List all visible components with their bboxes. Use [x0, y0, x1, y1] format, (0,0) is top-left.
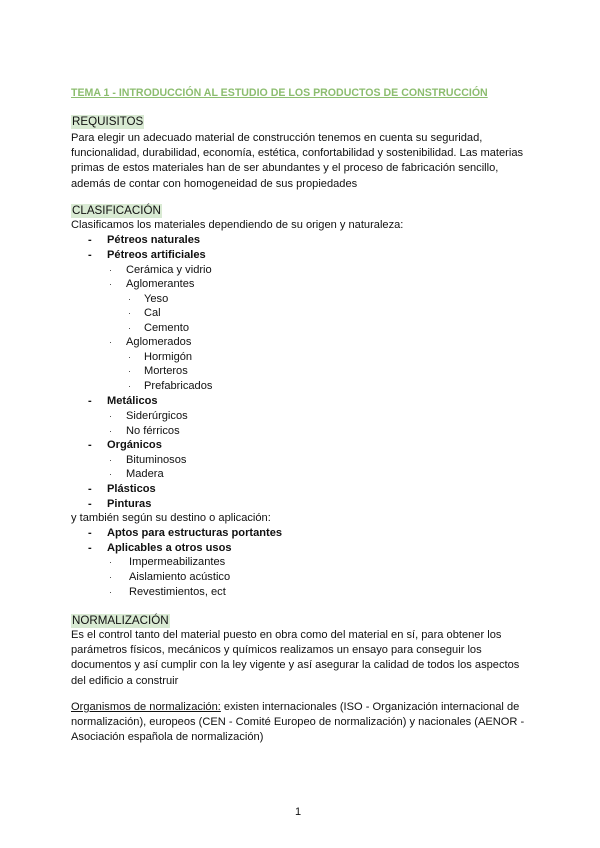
dot-bullet: · [128, 294, 131, 304]
paragraph-line: Asociación española de normalización) [71, 731, 264, 744]
dash-bullet: - [88, 439, 92, 451]
clasificacion-intro: Clasificamos los materiales dependiendo de su origen y naturaleza: [71, 219, 404, 231]
list-item: Aglomerados [126, 336, 192, 348]
paragraph-line: Es el control tanto del material puesto en obra como del material en sí, para obtener los [71, 629, 502, 641]
list-item: Cal [144, 307, 161, 319]
list-item: Impermeabilizantes [129, 556, 226, 568]
list-item: Cemento [144, 322, 190, 334]
dash-bullet: - [88, 249, 92, 261]
list-item: Pétreos artificiales [107, 249, 206, 261]
list-item: Madera [126, 468, 164, 480]
list-item: Aglomerantes [126, 278, 195, 290]
list-item: Pinturas [107, 498, 152, 510]
dash-bullet: - [88, 527, 92, 539]
section-heading-clasificacion: CLASIFICACIÓN [72, 204, 161, 217]
requisitos-paragraph [71, 131, 531, 192]
dot-bullet: · [109, 587, 112, 597]
clasificacion-intro-2: y también según su destino o aplicación: [71, 512, 271, 524]
list-item: Plásticos [107, 483, 156, 495]
section-heading-normalizacion: NORMALIZACIÓN [72, 614, 169, 627]
list-item: Prefabricados [144, 380, 213, 392]
page-number: 1 [295, 806, 302, 818]
list-item: No férricos [126, 425, 180, 437]
organismos-text: existen internacionales (ISO - Organización internacional de [220, 701, 520, 713]
list-item: Hormigón [144, 351, 193, 363]
dot-bullet: · [109, 557, 112, 567]
section-heading-requisitos: REQUISITOS [72, 115, 144, 128]
dot-bullet: · [128, 323, 131, 333]
dot-bullet: · [109, 572, 112, 582]
paragraph-line: primas de estos materiales han de ser abundantes y el proceso de fabricación sencillo, [71, 162, 499, 175]
dot-bullet: · [109, 455, 112, 465]
paragraph-line: además de contar con homogeneidad de sus propiedades [71, 177, 358, 190]
paragraph-line: normalización), europeos (CEN - Comité Europeo de normalización) y nacionales (AENOR - [71, 716, 525, 729]
dot-bullet: · [109, 265, 112, 275]
organismos-paragraph [71, 700, 541, 746]
dot-bullet: · [128, 381, 131, 391]
paragraph-line [71, 700, 541, 715]
paragraph-line: Para elegir un adecuado material de construcción tenemos en cuenta su seguridad, [71, 132, 483, 144]
dash-bullet: - [88, 498, 92, 510]
dash-bullet: - [88, 483, 92, 495]
list-item: Metálicos [107, 395, 158, 407]
list-item: Siderúrgicos [126, 410, 188, 422]
paragraph-line: del edificio a construir [71, 674, 179, 687]
list-item: Pétreos naturales [107, 234, 201, 246]
paragraph-line: documentos y así cumplir con la ley vigente y así asegurar la calidad de todos los aspectos [71, 659, 520, 672]
list-item: Bituminosos [126, 454, 187, 466]
dot-bullet: · [109, 279, 112, 289]
dot-bullet: · [109, 469, 112, 479]
list-item: Yeso [144, 293, 169, 305]
dash-bullet: - [88, 395, 92, 407]
dot-bullet: · [128, 366, 131, 376]
dash-bullet: - [88, 234, 92, 246]
normalizacion-paragraph [71, 628, 531, 689]
dot-bullet: · [109, 426, 112, 436]
list-item: Aislamiento acústico [129, 571, 231, 583]
document-title: TEMA 1 - INTRODUCCIÓN AL ESTUDIO DE LOS PRODUCTOS DE CONSTRUCCIÓN [71, 87, 488, 99]
organismos-label: Organismos de normalización: [71, 701, 221, 713]
paragraph-line: parámetros físicos, mecánicos y químicos realizamos un ensayo para conseguir los [71, 644, 482, 657]
paragraph-line: funcionalidad, durabilidad, economía, estética, confortabilidad y sostenibilidad. Las materias [71, 147, 524, 160]
dash-bullet: - [88, 542, 92, 554]
dot-bullet: · [109, 411, 112, 421]
dot-bullet: · [128, 352, 131, 362]
list-item: Aptos para estructuras portantes [107, 527, 283, 539]
list-item: Cerámica y vidrio [126, 264, 212, 276]
dot-bullet: · [128, 308, 131, 318]
list-item: Orgánicos [107, 439, 162, 451]
list-item: Aplicables a otros usos [107, 542, 232, 554]
dot-bullet: · [109, 337, 112, 347]
list-item: Morteros [144, 365, 188, 377]
list-item: Revestimientos, ect [129, 586, 226, 598]
